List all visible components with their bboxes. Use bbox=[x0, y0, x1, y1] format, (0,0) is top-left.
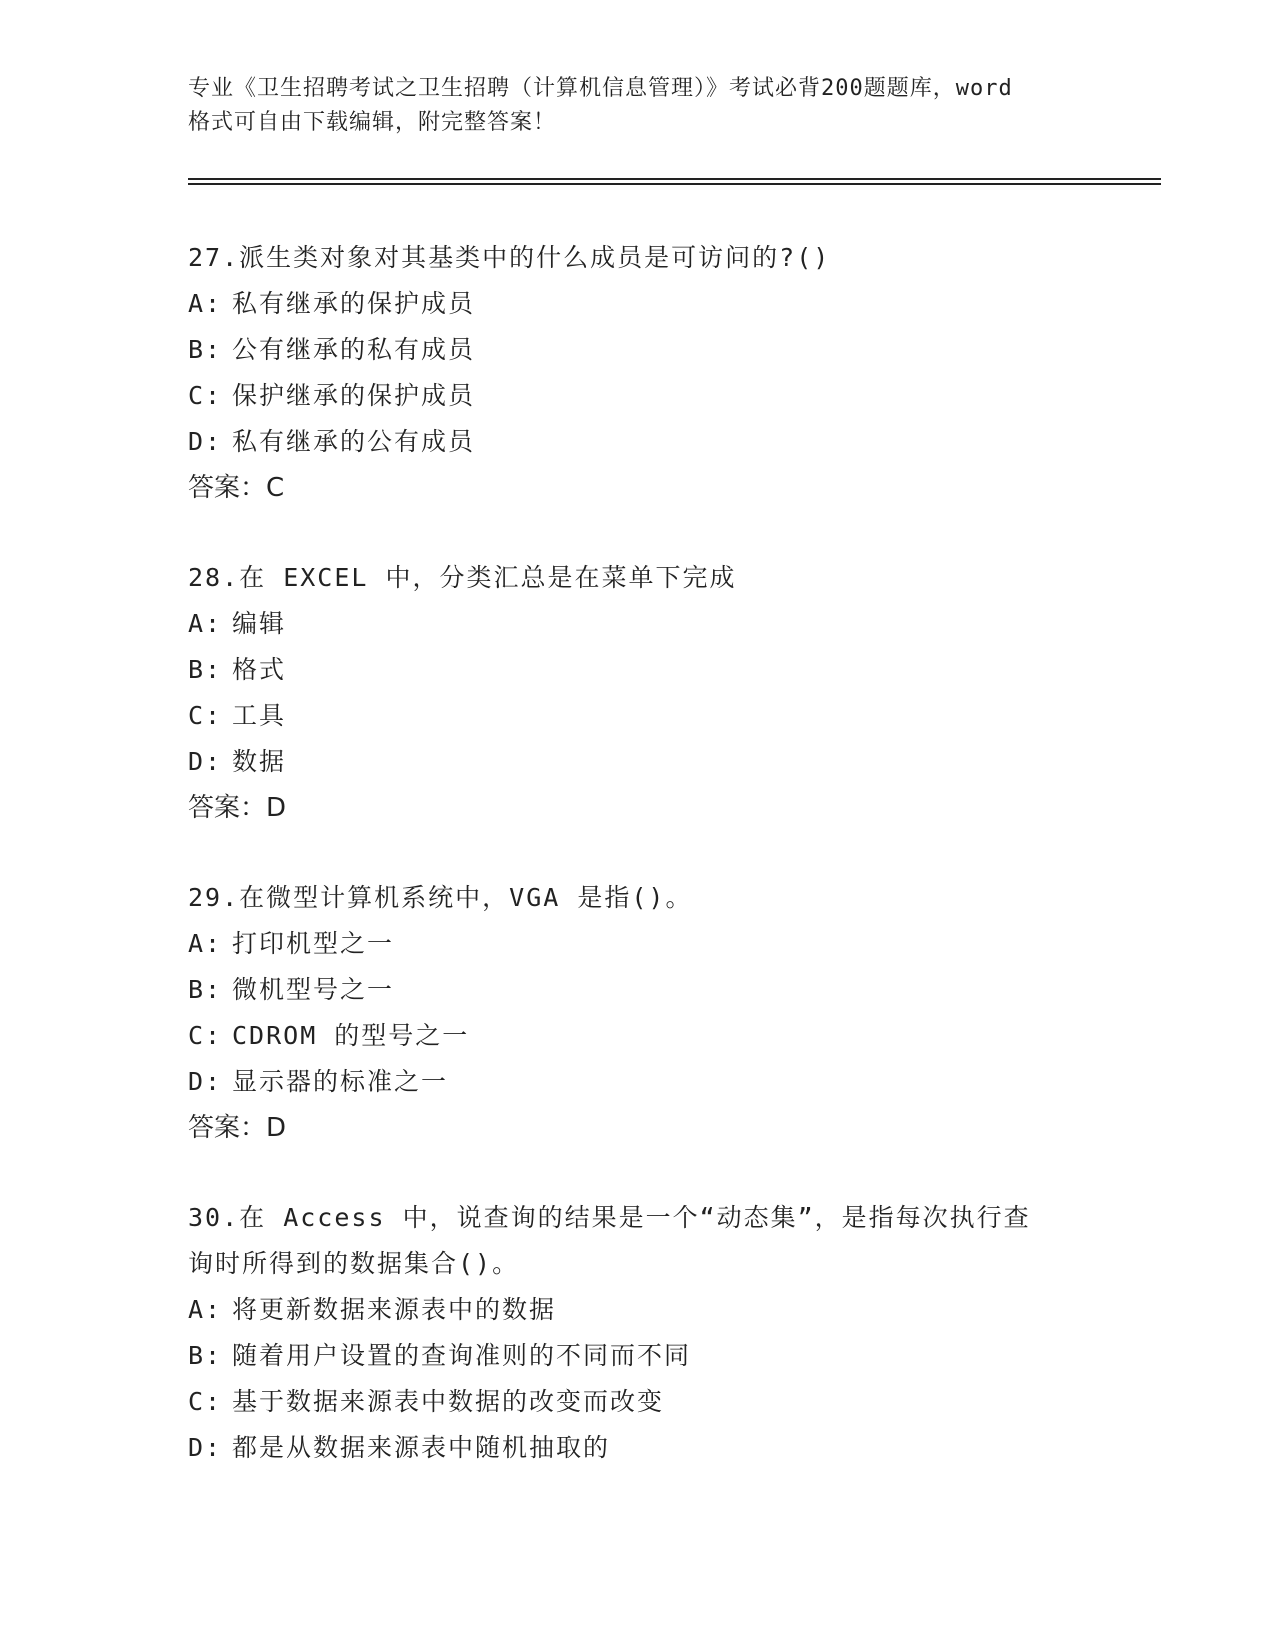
option-key: A: bbox=[188, 1295, 223, 1324]
option-c bbox=[188, 1013, 1088, 1059]
question-30 bbox=[188, 1195, 1088, 1471]
option-a bbox=[188, 601, 1088, 647]
option-b bbox=[188, 327, 1088, 373]
option-key: D: bbox=[188, 1433, 223, 1462]
option-text: 显示器的标准之一 bbox=[232, 1067, 449, 1096]
header-line-1: 专业《卫生招聘考试之卫生招聘（计算机信息管理）》考试必背200题题库，word bbox=[188, 76, 1013, 101]
option-text: 公有继承的私有成员 bbox=[232, 335, 476, 364]
option-text: 格式 bbox=[232, 655, 287, 684]
option-key: C: bbox=[188, 1387, 223, 1416]
option-key: D: bbox=[188, 747, 223, 776]
question-stem: 29.在微型计算机系统中，VGA 是指()。 bbox=[188, 883, 693, 912]
option-d bbox=[188, 1425, 1088, 1471]
option-a bbox=[188, 921, 1088, 967]
option-text: 数据 bbox=[232, 747, 287, 776]
option-text: 微机型号之一 bbox=[232, 975, 395, 1004]
option-c bbox=[188, 373, 1088, 419]
option-key: D: bbox=[188, 427, 223, 456]
question-stem: 27.派生类对象对其基类中的什么成员是可访问的?() bbox=[188, 243, 831, 272]
option-text: 保护继承的保护成员 bbox=[232, 381, 476, 410]
option-text: 编辑 bbox=[232, 609, 287, 638]
answer-line: 答案：C bbox=[188, 473, 285, 503]
option-text: 工具 bbox=[232, 701, 287, 730]
option-key: C: bbox=[188, 381, 223, 410]
option-text: 都是从数据来源表中随机抽取的 bbox=[232, 1433, 611, 1462]
option-b bbox=[188, 967, 1088, 1013]
option-key: D: bbox=[188, 1067, 223, 1096]
option-text: 随着用户设置的查询准则的不同而不同 bbox=[232, 1341, 692, 1370]
question-stem-line-2: 询时所得到的数据集合()。 bbox=[188, 1249, 520, 1278]
option-key: A: bbox=[188, 609, 223, 638]
question-stem-line-1: 30.在 Access 中，说查询的结果是一个“动态集”，是指每次执行查 bbox=[188, 1203, 1031, 1232]
option-key: B: bbox=[188, 975, 223, 1004]
option-key: A: bbox=[188, 929, 223, 958]
answer-line: 答案：D bbox=[188, 793, 287, 823]
option-b bbox=[188, 647, 1088, 693]
question-28 bbox=[188, 555, 1088, 831]
option-text: 将更新数据来源表中的数据 bbox=[232, 1295, 557, 1324]
answer-line: 答案：D bbox=[188, 1113, 287, 1143]
option-key: C: bbox=[188, 701, 223, 730]
question-stem: 28.在 EXCEL 中，分类汇总是在菜单下完成 bbox=[188, 563, 737, 592]
option-key: B: bbox=[188, 335, 223, 364]
option-text: 私有继承的保护成员 bbox=[232, 289, 476, 318]
option-c bbox=[188, 1379, 1088, 1425]
option-text: 私有继承的公有成员 bbox=[232, 427, 476, 456]
option-b bbox=[188, 1333, 1088, 1379]
header-divider-top bbox=[188, 178, 1161, 180]
header-divider-bottom bbox=[188, 183, 1161, 185]
option-c bbox=[188, 693, 1088, 739]
option-key: A: bbox=[188, 289, 223, 318]
question-29 bbox=[188, 875, 1088, 1151]
option-text: CDROM 的型号之一 bbox=[232, 1021, 470, 1050]
option-a bbox=[188, 1287, 1088, 1333]
option-text: 基于数据来源表中数据的改变而改变 bbox=[232, 1387, 665, 1416]
option-d bbox=[188, 419, 1088, 465]
option-key: B: bbox=[188, 1341, 223, 1370]
option-text: 打印机型之一 bbox=[232, 929, 395, 958]
option-a bbox=[188, 281, 1088, 327]
document-header bbox=[188, 72, 1088, 140]
option-d bbox=[188, 1059, 1088, 1105]
header-line-2: 格式可自由下载编辑，附完整答案！ bbox=[188, 110, 557, 135]
option-key: C: bbox=[188, 1021, 223, 1050]
option-d bbox=[188, 739, 1088, 785]
question-27 bbox=[188, 235, 1088, 511]
option-key: B: bbox=[188, 655, 223, 684]
